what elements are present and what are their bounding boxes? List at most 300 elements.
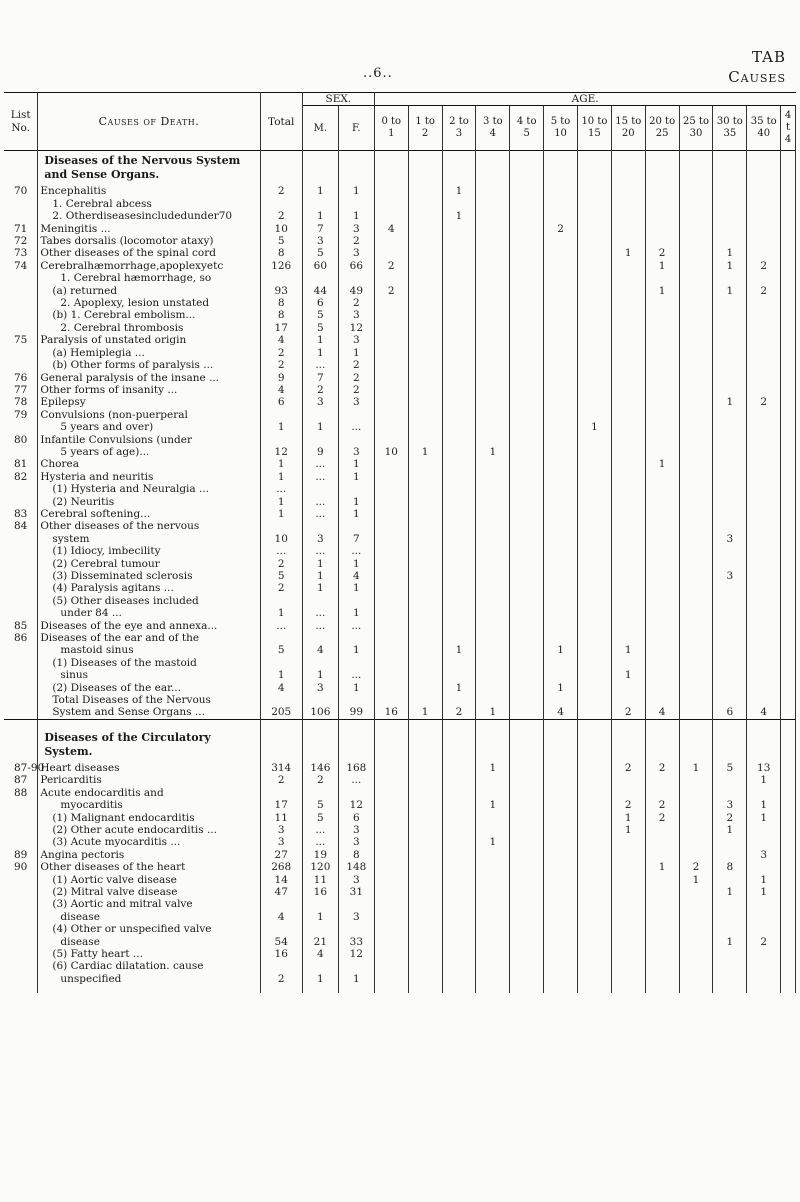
table-row: [4, 973, 796, 985]
age-cell: [476, 694, 510, 706]
age-cell: [408, 347, 442, 359]
total-cell: [260, 520, 302, 532]
age-cell: [476, 545, 510, 557]
age-cell: [611, 898, 645, 910]
age-cell: [442, 359, 476, 371]
age-cell: [577, 247, 611, 259]
list-no-cell: 82: [4, 471, 38, 483]
age-cell: [611, 787, 645, 799]
age-cell: [645, 948, 679, 960]
age-cell: 2: [611, 799, 645, 811]
cause-cell: 1. Cerebral abcess: [38, 198, 260, 210]
list-no-cell: 75: [4, 334, 38, 346]
age-cell: [510, 632, 544, 644]
age-cell: [510, 409, 544, 421]
female-cell: 7: [338, 533, 374, 545]
age-cell: [408, 644, 442, 656]
female-cell: 12: [338, 799, 374, 811]
age-cell: [374, 774, 408, 786]
age-cell: [713, 774, 747, 786]
age-cell: [679, 558, 713, 570]
table-row: [4, 849, 796, 861]
age-cell: [611, 384, 645, 396]
total-cell: 54: [260, 936, 302, 948]
age-cell: [679, 657, 713, 669]
age-cell: 1: [747, 799, 781, 811]
female-cell: 4: [338, 570, 374, 582]
age-cell: [611, 607, 645, 619]
age-cell: [577, 235, 611, 247]
age-cell: [747, 570, 781, 582]
age-cell: [544, 582, 578, 594]
age-cell: [544, 898, 578, 910]
age-cell: 4: [374, 223, 408, 235]
age-cell: [510, 886, 544, 898]
age-cell: [544, 533, 578, 545]
age-cell: [442, 334, 476, 346]
age-cell: 1: [611, 669, 645, 681]
table-row: [4, 409, 796, 421]
age-cell: [476, 948, 510, 960]
age-cell: [408, 936, 442, 948]
age-cell: [577, 372, 611, 384]
age-cell: [510, 483, 544, 495]
total-cell: 27: [260, 849, 302, 861]
age-cell: [374, 948, 408, 960]
female-cell: 3: [338, 874, 374, 886]
female-cell: 1: [338, 644, 374, 656]
list-no-cell: [4, 973, 38, 985]
age-cell: 1: [713, 285, 747, 297]
age-cell: [476, 347, 510, 359]
age-cell: [544, 309, 578, 321]
age-cell: [747, 458, 781, 470]
age-cell: [442, 545, 476, 557]
age-group-header: 10 to 15: [577, 106, 611, 151]
age-cell: [611, 694, 645, 706]
table-row: [4, 861, 796, 873]
table-row: [4, 682, 796, 694]
age-cell: [374, 861, 408, 873]
total-cell: [260, 198, 302, 210]
age-cell: [713, 874, 747, 886]
age-cell: [577, 483, 611, 495]
age-cell: 2: [374, 260, 408, 272]
age-cell: [781, 824, 796, 836]
total-cell: 9: [260, 372, 302, 384]
age-cell: [679, 210, 713, 222]
age-cell: [577, 898, 611, 910]
age-cell: [611, 185, 645, 197]
age-cell: [747, 533, 781, 545]
table-row: [4, 471, 796, 483]
female-cell: 1: [338, 496, 374, 508]
age-cell: [374, 898, 408, 910]
table-row: [4, 520, 796, 532]
age-cell: [510, 706, 544, 719]
male-cell: [302, 787, 338, 799]
section-spacer: [4, 719, 796, 728]
age-cell: [510, 471, 544, 483]
age-cell: [374, 582, 408, 594]
female-cell: 31: [338, 886, 374, 898]
male-cell: 60: [302, 260, 338, 272]
age-cell: [747, 911, 781, 923]
male-cell: 3: [302, 682, 338, 694]
age-cell: [408, 471, 442, 483]
age-cell: [611, 558, 645, 570]
age-cell: [645, 446, 679, 458]
age-cell: 2: [645, 812, 679, 824]
age-cell: [611, 595, 645, 607]
age-cell: [408, 285, 442, 297]
age-cell: [476, 260, 510, 272]
age-cell: [679, 384, 713, 396]
total-cell: 1: [260, 471, 302, 483]
male-cell: 1: [302, 347, 338, 359]
age-cell: [510, 849, 544, 861]
age-cell: [442, 936, 476, 948]
age-cell: [476, 582, 510, 594]
table-row: [4, 898, 796, 910]
age-cell: [781, 911, 796, 923]
age-group-header: 4 to 5: [510, 106, 544, 151]
total-cell: 5: [260, 644, 302, 656]
age-cell: [679, 632, 713, 644]
male-cell: ...: [302, 508, 338, 520]
age-cell: [679, 886, 713, 898]
table-row: [4, 347, 796, 359]
total-cell: 2: [260, 774, 302, 786]
total-cell: 126: [260, 260, 302, 272]
total-cell: 1: [260, 508, 302, 520]
cause-cell: (2) Diseases of the ear...: [38, 682, 260, 694]
age-cell: [577, 669, 611, 681]
age-cell: [747, 334, 781, 346]
age-cell: [408, 948, 442, 960]
list-no-cell: [4, 582, 38, 594]
age-cell: [374, 483, 408, 495]
age-cell: [476, 632, 510, 644]
age-cell: [510, 359, 544, 371]
age-cell: [713, 198, 747, 210]
list-no-cell: [4, 595, 38, 607]
age-cell: [408, 359, 442, 371]
age-cell: [781, 632, 796, 644]
age-cell: [544, 812, 578, 824]
age-cell: [713, 620, 747, 632]
age-cell: [577, 973, 611, 985]
age-cell: [476, 533, 510, 545]
age-cell: [645, 558, 679, 570]
age-cell: [408, 874, 442, 886]
age-cell: [645, 973, 679, 985]
age-cell: [645, 607, 679, 619]
male-cell: 1: [302, 570, 338, 582]
age-cell: [476, 322, 510, 334]
male-cell: 1: [302, 185, 338, 197]
age-cell: 1: [747, 774, 781, 786]
age-cell: [510, 799, 544, 811]
age-cell: 1: [544, 644, 578, 656]
age-cell: [679, 471, 713, 483]
age-cell: [544, 694, 578, 706]
age-cell: [679, 787, 713, 799]
female-cell: 3: [338, 223, 374, 235]
table-row: [4, 458, 796, 470]
table-row: [4, 936, 796, 948]
age-cell: [510, 923, 544, 935]
female-cell: 3: [338, 836, 374, 848]
list-no-cell: 90: [4, 861, 38, 873]
age-cell: [408, 247, 442, 259]
age-cell: [408, 787, 442, 799]
age-cell: [544, 496, 578, 508]
age-cell: [510, 384, 544, 396]
age-cell: [747, 322, 781, 334]
age-cell: [476, 285, 510, 297]
age-cell: 1: [611, 824, 645, 836]
age-cell: [510, 812, 544, 824]
age-cell: [442, 247, 476, 259]
age-cell: [611, 508, 645, 520]
age-cell: [408, 799, 442, 811]
total-cell: [260, 657, 302, 669]
age-cell: [577, 334, 611, 346]
age-cell: [747, 694, 781, 706]
age-cell: [679, 434, 713, 446]
age-cell: [781, 496, 796, 508]
age-cell: [577, 799, 611, 811]
female-cell: ...: [338, 774, 374, 786]
age-cell: [408, 669, 442, 681]
total-cell: [260, 787, 302, 799]
age-cell: [510, 948, 544, 960]
cause-cell: (5) Other diseases included: [38, 595, 260, 607]
age-cell: [510, 347, 544, 359]
age-cell: [679, 669, 713, 681]
age-cell: [442, 533, 476, 545]
age-cell: [645, 911, 679, 923]
age-cell: [408, 260, 442, 272]
age-cell: [442, 471, 476, 483]
age-cell: [510, 334, 544, 346]
age-cell: [611, 446, 645, 458]
age-cell: [713, 421, 747, 433]
age-cell: [510, 372, 544, 384]
age-cell: [577, 774, 611, 786]
cause-cell: Other diseases of the nervous: [38, 520, 260, 532]
age-cell: [713, 471, 747, 483]
male-cell: [302, 960, 338, 972]
cause-cell: (6) Cardiac dilatation. cause: [38, 960, 260, 972]
age-cell: [679, 198, 713, 210]
age-cell: [747, 434, 781, 446]
age-cell: [442, 787, 476, 799]
causes-header: Causes of Death.: [38, 93, 260, 151]
age-cell: [781, 886, 796, 898]
age-cell: [577, 508, 611, 520]
female-cell: 8: [338, 849, 374, 861]
male-cell: 11: [302, 874, 338, 886]
table-row: [4, 285, 796, 297]
age-cell: [747, 235, 781, 247]
age-cell: [713, 235, 747, 247]
age-cell: [476, 185, 510, 197]
age-cell: [679, 322, 713, 334]
age-cell: [645, 533, 679, 545]
age-cell: [713, 520, 747, 532]
age-cell: [679, 285, 713, 297]
age-cell: [408, 533, 442, 545]
age-cell: [577, 558, 611, 570]
age-cell: [577, 446, 611, 458]
age-cell: [442, 309, 476, 321]
age-cell: [577, 762, 611, 774]
list-no-cell: [4, 533, 38, 545]
age-cell: [577, 384, 611, 396]
male-cell: 1: [302, 421, 338, 433]
age-cell: [679, 421, 713, 433]
age-cell: [679, 960, 713, 972]
male-cell: 5: [302, 309, 338, 321]
female-cell: 2: [338, 235, 374, 247]
list-no-cell: 72: [4, 235, 38, 247]
age-cell: [476, 520, 510, 532]
age-cell: [476, 508, 510, 520]
age-cell: [374, 644, 408, 656]
age-cell: [577, 458, 611, 470]
age-cell: [408, 309, 442, 321]
cause-cell: Other forms of insanity ...: [38, 384, 260, 396]
age-cell: [645, 223, 679, 235]
age-cell: [679, 334, 713, 346]
female-cell: 66: [338, 260, 374, 272]
list-no-cell: 70: [4, 185, 38, 197]
age-cell: [747, 471, 781, 483]
total-cell: 17: [260, 799, 302, 811]
age-cell: [577, 309, 611, 321]
age-cell: [781, 607, 796, 619]
cause-cell: myocarditis: [38, 799, 260, 811]
age-cell: [611, 682, 645, 694]
age-cell: [747, 595, 781, 607]
age-cell: [544, 396, 578, 408]
list-no-cell: [4, 421, 38, 433]
age-cell: [645, 774, 679, 786]
age-group-header: 15 to 20: [611, 106, 645, 151]
age-cell: [611, 496, 645, 508]
age-cell: [510, 421, 544, 433]
age-cell: [781, 260, 796, 272]
age-cell: [408, 595, 442, 607]
age-cell: 16: [374, 706, 408, 719]
age-cell: [679, 570, 713, 582]
male-cell: [302, 657, 338, 669]
table-row: [4, 372, 796, 384]
cause-cell: (a) returned: [38, 285, 260, 297]
age-cell: [611, 948, 645, 960]
age-cell: [645, 682, 679, 694]
total-cell: 5: [260, 235, 302, 247]
male-cell: ...: [302, 496, 338, 508]
age-cell: [747, 384, 781, 396]
total-cell: 2: [260, 558, 302, 570]
table-row: [4, 886, 796, 898]
age-cell: [747, 309, 781, 321]
age-cell: [611, 347, 645, 359]
age-cell: [544, 620, 578, 632]
age-cell: [544, 824, 578, 836]
male-cell: [302, 483, 338, 495]
age-cell: [442, 496, 476, 508]
age-cell: [544, 558, 578, 570]
cause-cell: Heart diseases: [38, 762, 260, 774]
age-cell: [544, 260, 578, 272]
male-cell: 5: [302, 812, 338, 824]
age-cell: [611, 223, 645, 235]
list-no-cell: [4, 874, 38, 886]
list-no-cell: [4, 812, 38, 824]
age-cell: [544, 210, 578, 222]
age-cell: [408, 886, 442, 898]
age-cell: [374, 359, 408, 371]
list-no-cell: [4, 496, 38, 508]
age-cell: [408, 682, 442, 694]
age-cell: [679, 446, 713, 458]
female-cell: 1: [338, 471, 374, 483]
age-cell: [781, 520, 796, 532]
age-cell: [408, 409, 442, 421]
age-cell: [374, 886, 408, 898]
age-cell: [510, 446, 544, 458]
age-cell: [747, 657, 781, 669]
table-row: [4, 923, 796, 935]
age-cell: [577, 936, 611, 948]
table-total-row: [4, 706, 796, 719]
age-cell: [442, 260, 476, 272]
table-row: [4, 836, 796, 848]
age-cell: [679, 483, 713, 495]
age-cell: [544, 347, 578, 359]
total-cell: 1: [260, 669, 302, 681]
age-cell: [476, 297, 510, 309]
age-cell: [747, 372, 781, 384]
age-cell: [747, 520, 781, 532]
female-cell: [338, 787, 374, 799]
list-no-cell: [4, 911, 38, 923]
age-cell: [442, 911, 476, 923]
table-row: [4, 669, 796, 681]
cause-cell: (5) Fatty heart ...: [38, 948, 260, 960]
age-cell: [544, 874, 578, 886]
age-cell: [510, 836, 544, 848]
age-cell: [781, 483, 796, 495]
list-no-cell: [4, 824, 38, 836]
sex-header: SEX.: [302, 93, 374, 106]
total-cell: 2: [260, 973, 302, 985]
male-cell: 1: [302, 334, 338, 346]
male-cell: 106: [302, 706, 338, 719]
age-cell: [544, 334, 578, 346]
female-header: F.: [338, 106, 374, 151]
age-cell: [679, 545, 713, 557]
age-cell: 1: [713, 936, 747, 948]
age-group-header: 0 to 1: [374, 106, 408, 151]
cause-cell: 2. Apoplexy, lesion unstated: [38, 297, 260, 309]
age-cell: [374, 372, 408, 384]
age-cell: [544, 235, 578, 247]
